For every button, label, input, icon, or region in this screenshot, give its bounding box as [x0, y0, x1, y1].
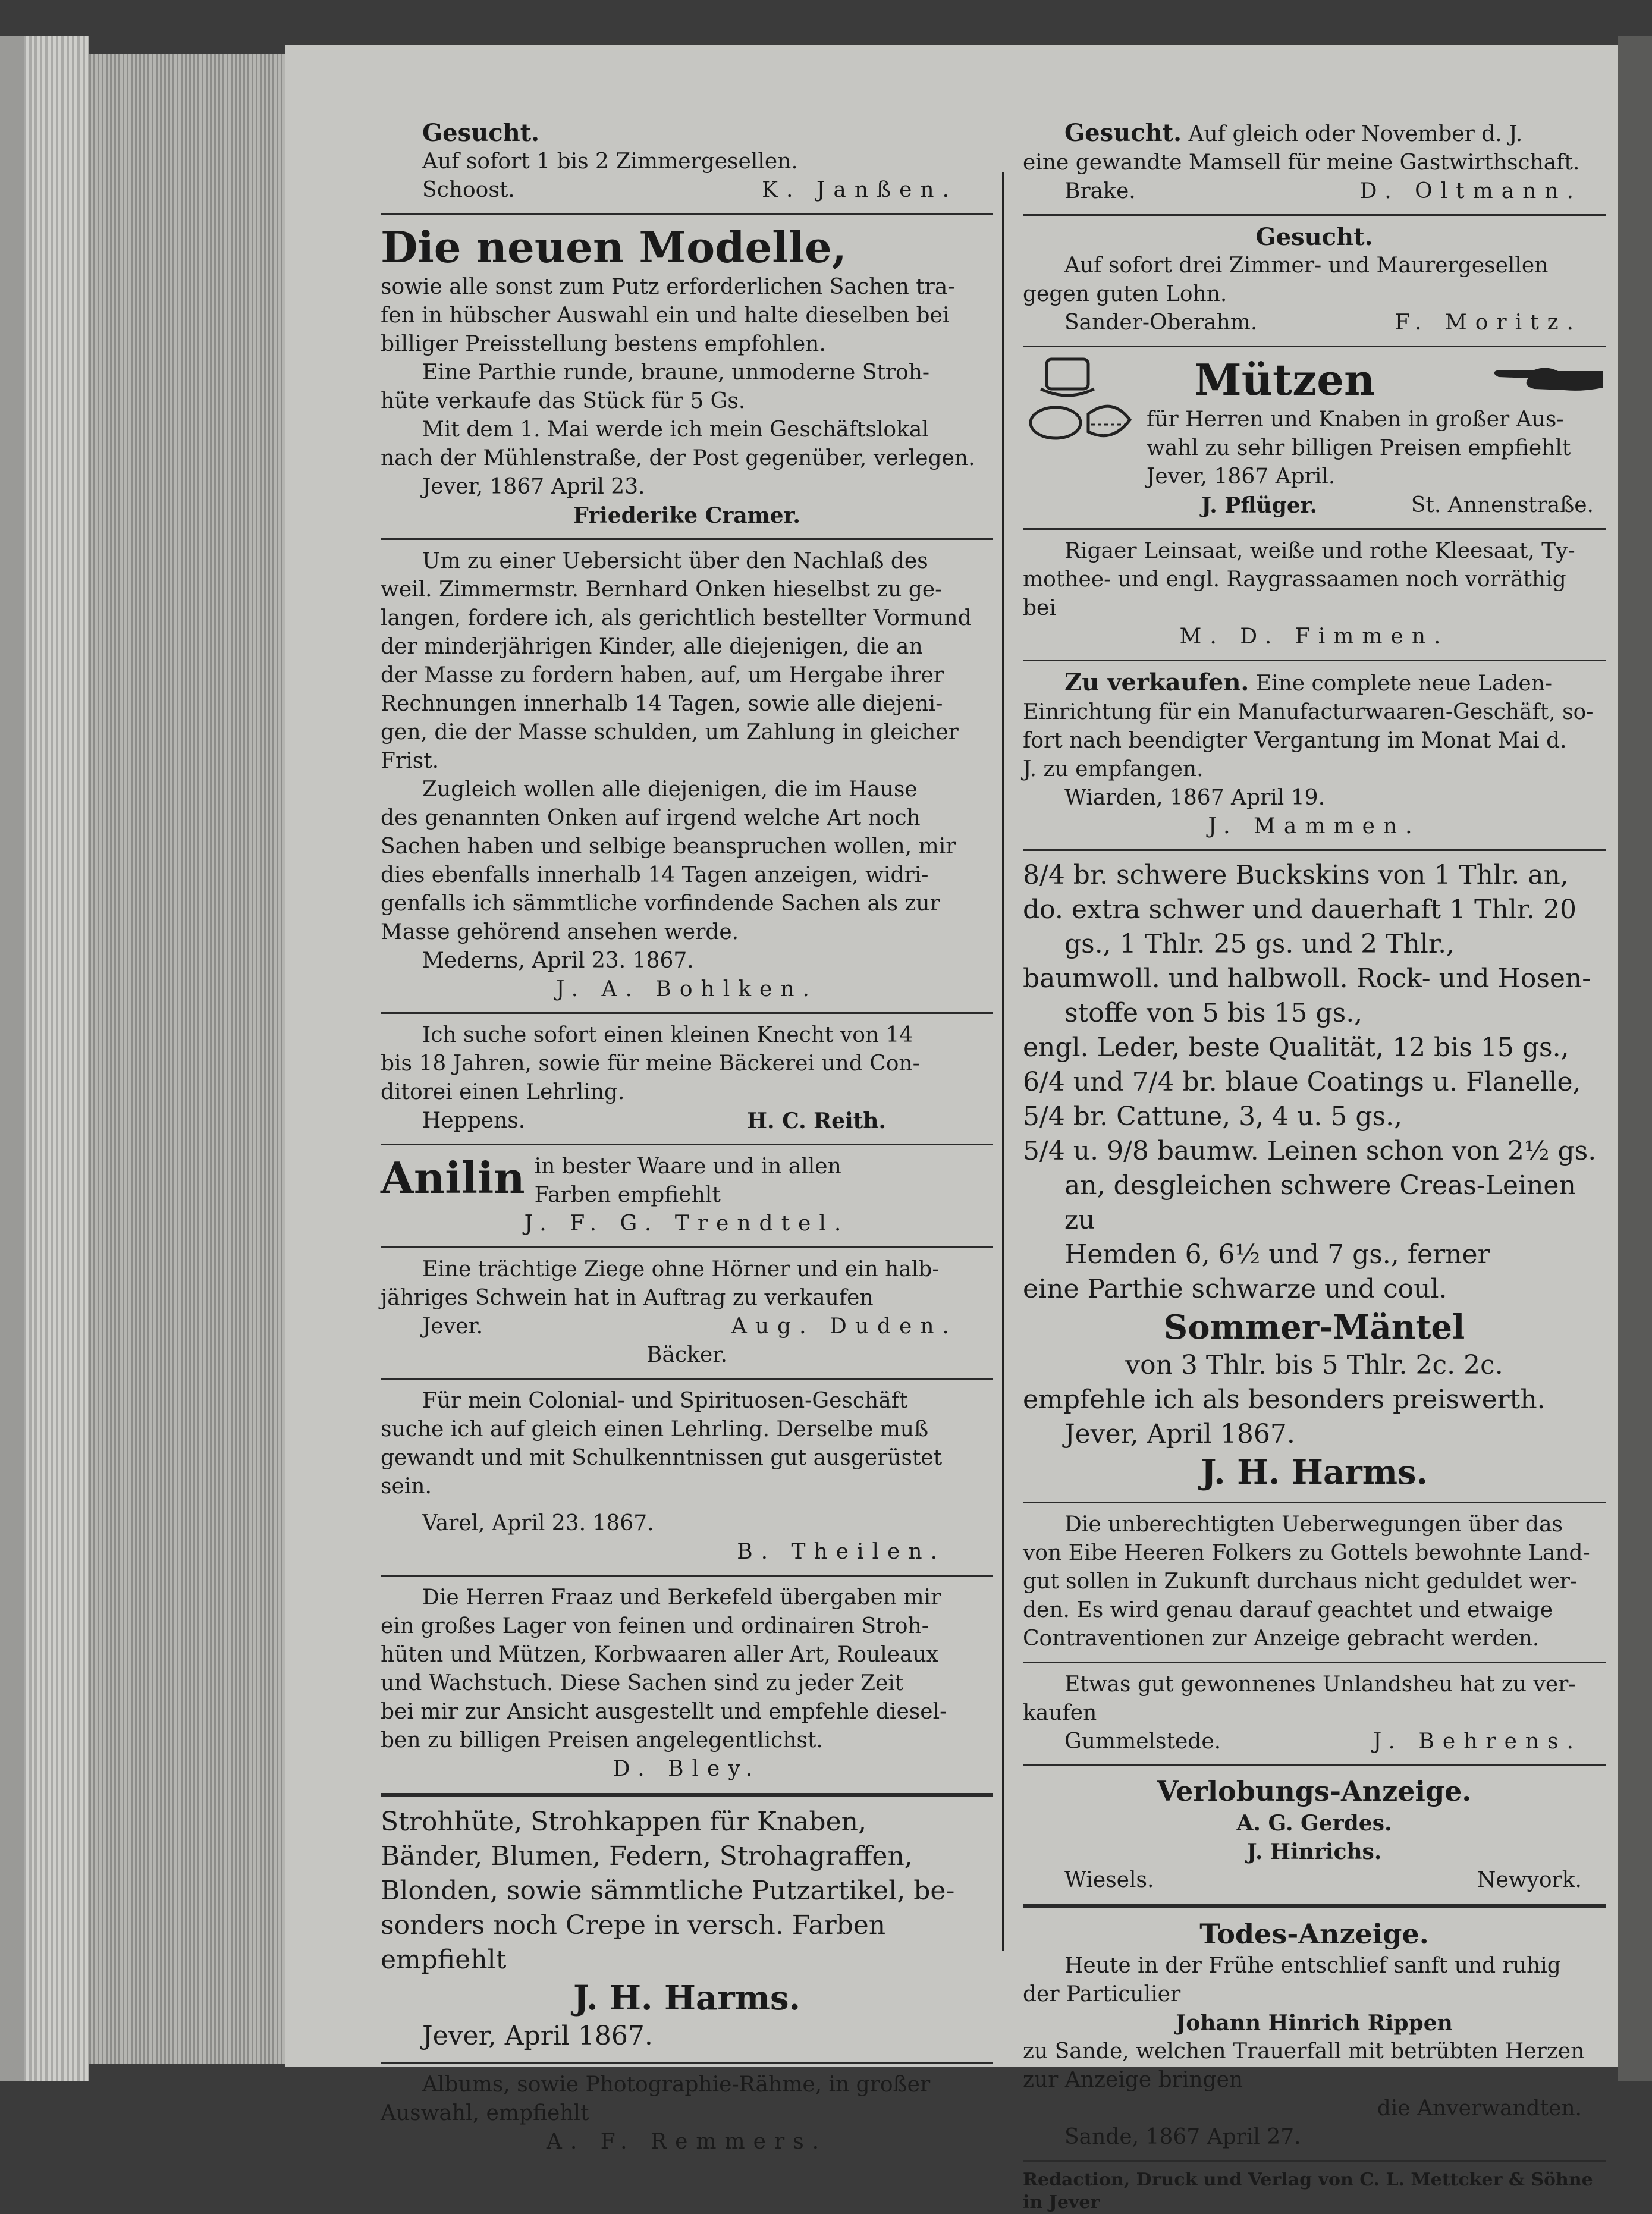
ad-line: J. zu empfangen. — [1023, 757, 1204, 781]
ad-line: Frist. — [381, 749, 439, 773]
ad-place-date: Jever, April 1867. — [1064, 1419, 1295, 1449]
ad-gesucht-maurer — [1023, 223, 1606, 337]
ad-verlobungs-anzeige — [1023, 1773, 1606, 1895]
ad-line: Zugleich wollen alle diejenigen, die im Hause — [422, 777, 918, 802]
ad-line: 5/4 br. Cattune, 3, 4 u. 5 gs., — [1023, 1101, 1403, 1132]
ad-line: 8/4 br. schwere Buckskins von 1 Thlr. an, — [1023, 860, 1569, 890]
right-column — [1023, 119, 1606, 2214]
ad-line: zur Anzeige bringen — [1023, 2068, 1243, 2092]
ad-line: fen in hübscher Auswahl ein und halte dieselben bei — [381, 303, 950, 328]
ad-line: jähriges Schwein hat in Auftrag zu verkaufen — [381, 1286, 874, 1310]
ad-line: 5/4 u. 9/8 baumw. Leinen schon von 2½ gs. — [1023, 1136, 1597, 1166]
ad-todes-anzeige — [1023, 1916, 1606, 2152]
pointing-hand-icon — [1487, 359, 1606, 401]
divider — [381, 1012, 993, 1014]
ad-line: für Herren und Knaben in großer Aus- — [1147, 407, 1564, 432]
ad-signature: J. H. Harms. — [573, 1979, 801, 2018]
ad-line: des genannten Onken auf irgend welche Art noch — [381, 806, 921, 830]
ad-place: Gummelstede. — [1064, 1729, 1221, 1754]
ad-signature: B. Theilen. — [737, 1540, 946, 1564]
ad-fraaz-berkefeld — [381, 1584, 993, 1783]
divider — [1023, 214, 1606, 216]
ad-line: nach der Mühlenstraße, der Post gegenüber, verlegen. — [381, 446, 975, 470]
ad-line: Hemden 6, 6½ und 7 gs., ferner — [1064, 1239, 1490, 1270]
ad-line: Jever, 1867 April. — [1147, 464, 1336, 489]
ad-name: A. G. Gerdes. — [1236, 1811, 1392, 1836]
divider — [381, 1144, 993, 1145]
ad-line: Die unberechtigten Ueberwegungen über das — [1064, 1512, 1563, 1537]
ad-line: eine Parthie schwarze und coul. — [1023, 1274, 1447, 1304]
ad-name: J. Hinrichs. — [1246, 1839, 1382, 1864]
left-column — [381, 119, 993, 2156]
ad-title: Verlobungs-Anzeige. — [1157, 1775, 1472, 1807]
hats-illustration-icon — [1023, 354, 1136, 450]
ad-line: gs., 1 Thlr. 25 gs. und 2 Thlr., — [1064, 929, 1455, 959]
ad-line: bei mir zur Ansicht ausgestellt und empfehle diesel- — [381, 1700, 947, 1724]
divider — [1023, 1904, 1606, 1908]
facing-page-edge — [1618, 36, 1652, 2081]
ad-line: Eine trächtige Ziege ohne Hörner und ein halb- — [422, 1257, 940, 1282]
ad-line: Bänder, Blumen, Federn, Strohagraffen, — [381, 1841, 913, 1871]
ad-line: ben zu billigen Preisen angelegentlichst. — [381, 1728, 823, 1753]
ad-signature: J. Behrens. — [1373, 1729, 1582, 1754]
ad-line: gen, die der Masse schulden, um Zahlung in gleicher — [381, 720, 959, 745]
ad-line: der minderjährigen Kinder, alle diejenigen, die an — [381, 635, 923, 659]
ad-zu-verkaufen — [1023, 668, 1606, 841]
imprint: Redaction, Druck und Verlag von C. L. Mettcker & Söhne in Jever — [1023, 2169, 1593, 2213]
ad-title: Gesucht. — [422, 119, 540, 147]
ad-line: Blonden, sowie sämmtliche Putzartikel, be- — [381, 1876, 955, 1906]
ad-gesucht-zimmergesellen — [381, 119, 993, 205]
ad-address: St. Annenstraße. — [1411, 493, 1594, 517]
ad-signature: J. Pflüger. — [1201, 493, 1317, 518]
ad-line: dies ebenfalls innerhalb 14 Tagen anzeigen, widri- — [381, 863, 929, 887]
ad-line: von Eibe Heeren Folkers zu Gottels bewohnte Land- — [1023, 1541, 1590, 1565]
divider — [1023, 1662, 1606, 1663]
ad-title: Die neuen Modelle, — [381, 222, 847, 272]
divider — [1023, 849, 1606, 851]
ad-signature: D. Oltmann. — [1359, 179, 1582, 203]
ad-place: Brake. — [1064, 179, 1136, 203]
ad-line: gegen guten Lohn. — [1023, 282, 1227, 306]
ad-line: fort nach beendigter Vergantung im Monat Mai d. — [1023, 728, 1567, 753]
ad-title: Anilin — [381, 1152, 525, 1203]
ad-title: Todes-Anzeige. — [1199, 1918, 1429, 1950]
ad-unlandsheu — [1023, 1670, 1606, 1756]
ad-signature: K. Janßen. — [762, 178, 957, 202]
ad-line: do. extra schwer und dauerhaft 1 Thlr. 20 — [1023, 894, 1576, 925]
ad-line: sonders noch Crepe in versch. Farben empfiehlt — [381, 1910, 886, 1975]
ad-line: mothee- und engl. Raygrassaamen noch vorräthig bei — [1023, 567, 1566, 620]
ad-line: der Particulier — [1023, 1982, 1181, 2006]
ad-line: Auf gleich oder November d. J. — [1188, 122, 1523, 146]
divider — [1023, 1764, 1606, 1766]
ad-line: Etwas gut gewonnenes Unlandsheu hat zu ver- — [1064, 1672, 1576, 1697]
divider — [381, 213, 993, 215]
ad-line: bis 18 Jahren, sowie für meine Bäckerei und Con- — [381, 1051, 920, 1076]
ad-buckskins-harms — [1023, 858, 1606, 1493]
ad-name: Johann Hinrich Rippen — [1176, 2011, 1453, 2036]
ad-line: gewandt und mit Schulkenntnissen gut ausgerüstet — [381, 1446, 943, 1470]
ad-place: Schoost. — [422, 178, 515, 202]
ad-line: eine gewandte Mamsell für meine Gastwirthschaft. — [1023, 150, 1580, 175]
ad-neue-modelle — [381, 222, 993, 530]
book-page-edges — [24, 36, 89, 2081]
ad-signature: F. Moritz. — [1395, 310, 1582, 335]
ad-gesucht-mamsell — [1023, 119, 1606, 206]
ad-line: weil. Zimmermstr. Bernhard Onken hieselbst zu ge- — [381, 577, 943, 602]
ad-line: Um zu einer Uebersicht über den Nachlaß des — [422, 549, 928, 573]
ad-place: Heppens. — [422, 1108, 526, 1133]
ad-line: sein. — [381, 1474, 432, 1499]
ad-nachlass-onken — [381, 547, 993, 1004]
ad-line: Eine complete neue Laden- — [1255, 671, 1553, 696]
ad-title: Gesucht. — [1255, 223, 1373, 251]
ad-text: Auf sofort 1 bis 2 Zimmergesellen. — [422, 149, 798, 174]
ad-place-date: Wiarden, 1867 April 19. — [1064, 786, 1326, 810]
ad-line: Contraventionen zur Anzeige gebracht werden. — [1023, 1626, 1540, 1651]
ad-line: Auf sofort drei Zimmer- und Maurergesellen — [1064, 253, 1549, 278]
ad-place-date: Varel, April 23. 1867. — [422, 1511, 654, 1535]
ad-line: der Masse zu fordern haben, auf, um Hergabe ihrer — [381, 663, 944, 687]
ad-line: Auswahl, empfiehlt — [381, 2101, 589, 2125]
ad-signature: die Anverwandten. — [1377, 2096, 1582, 2121]
ad-line: Heute in der Frühe entschlief sanft und ruhig — [1064, 1954, 1561, 1978]
column-divider — [1002, 172, 1004, 1951]
divider — [1023, 1502, 1606, 1503]
ad-title: Sommer-Mäntel — [1163, 1308, 1465, 1347]
ad-ueberwegungen — [1023, 1510, 1606, 1653]
ad-albums — [381, 2071, 993, 2156]
ad-signature: A. F. Remmers. — [546, 2130, 828, 2154]
ad-line: suche ich auf gleich einen Lehrling. Derselbe muß — [381, 1417, 929, 1442]
ad-muetzen — [1023, 354, 1606, 520]
ad-line: hüte verkaufe das Stück für 5 Gs. — [381, 389, 746, 413]
ad-line: genfalls ich sämmtliche vorfindende Sachen als zur — [381, 891, 940, 916]
ad-signature: M. D. Fimmen. — [1179, 624, 1449, 649]
divider — [381, 1793, 993, 1797]
ad-signature: J. H. Harms. — [1200, 1453, 1428, 1492]
ad-line: kaufen — [1023, 1701, 1097, 1725]
ad-signature: Friederike Cramer. — [573, 503, 800, 528]
ad-line: Für mein Colonial- und Spirituosen-Geschäft — [422, 1389, 908, 1413]
ad-line: von 3 Thlr. bis 5 Thlr. 2c. 2c. — [1125, 1350, 1503, 1380]
ad-signature: J. F. G. Trendtel. — [524, 1211, 850, 1236]
ad-place-date: Sande, 1867 April 27. — [1064, 2125, 1301, 2149]
ad-place: Newyork. — [1477, 1868, 1582, 1892]
divider — [381, 1575, 993, 1577]
ad-signature: D. Bley. — [613, 1757, 761, 1781]
ad-place-date: Mederns, April 23. 1867. — [422, 949, 694, 973]
ad-line: Mit dem 1. Mai werde ich mein Geschäftslokal — [422, 417, 929, 442]
divider — [1023, 660, 1606, 661]
ad-signature: H. C. Reith. — [747, 1108, 886, 1133]
ad-line: ditorei einen Lehrling. — [381, 1080, 625, 1104]
ad-line: an, desgleichen schwere Creas-Leinen zu — [1064, 1170, 1576, 1235]
ad-line: sowie alle sonst zum Putz erforderlichen Sachen tra- — [381, 275, 955, 299]
ad-title: Gesucht. — [1064, 119, 1182, 147]
ad-line: gut sollen in Zukunft durchaus nicht geduldet wer- — [1023, 1569, 1578, 1594]
ad-line: baumwoll. und halbwoll. Rock- und Hosen- — [1023, 963, 1591, 994]
ad-line: Ich suche sofort einen kleinen Knecht von 14 — [422, 1023, 913, 1047]
ad-role: Bäcker. — [646, 1343, 727, 1367]
ad-line: Die Herren Fraaz und Berkefeld übergaben mir — [422, 1585, 941, 1610]
divider — [381, 538, 993, 540]
divider — [381, 1378, 993, 1380]
ad-line: Sachen haben und selbige beanspruchen wollen, mir — [381, 834, 956, 859]
ad-signature: J. Mammen. — [1208, 814, 1421, 839]
ad-line: ein großes Lager von feinen und ordinairen Stroh- — [381, 1614, 929, 1638]
ad-title: Zu verkaufen. — [1064, 668, 1249, 696]
ad-line: zu Sande, welchen Trauerfall mit betrübten Herzen — [1023, 2039, 1585, 2064]
divider — [1023, 2160, 1606, 2162]
ad-line: 6/4 und 7/4 br. blaue Coatings u. Flanelle, — [1023, 1067, 1581, 1097]
ad-line: Albums, sowie Photographie-Rähme, in großer — [422, 2072, 931, 2097]
ad-line: Eine Parthie runde, braune, unmoderne Stroh- — [422, 360, 930, 385]
ad-title: Mützen — [1194, 354, 1375, 405]
ad-line: in bester Waare und in allen — [534, 1154, 841, 1179]
ad-anilin — [381, 1152, 993, 1238]
ad-line: Rigaer Leinsaat, weiße und rothe Kleesaat, Ty- — [1064, 539, 1575, 563]
ad-signature: J. A. Bohlken. — [556, 977, 818, 1001]
ad-line: engl. Leder, beste Qualität, 12 bis 15 gs., — [1023, 1032, 1569, 1063]
ad-strohhuete — [381, 1805, 993, 2053]
ad-line: stoffe von 5 bis 15 gs., — [1064, 998, 1363, 1028]
ad-line: und Wachstuch. Diese Sachen sind zu jeder Zeit — [381, 1671, 904, 1695]
ad-line: hüten und Mützen, Korbwaaren aller Art, Rouleaux — [381, 1643, 938, 1667]
ad-line: Masse gehörend ansehen werde. — [381, 920, 739, 944]
ad-line: langen, fordere ich, als gerichtlich bestellter Vormund — [381, 606, 972, 630]
divider — [1023, 346, 1606, 347]
page-stack — [89, 54, 285, 2064]
ad-line: billiger Preisstellung bestens empfohlen. — [381, 332, 826, 356]
ad-line: Rechnungen innerhalb 14 Tagen, sowie alle diejeni- — [381, 692, 943, 716]
ad-line: den. Es wird genau darauf geachtet und etwaige — [1023, 1598, 1553, 1622]
ad-place-date: Jever, April 1867. — [422, 2021, 653, 2051]
ad-line: Farben empfiehlt — [534, 1183, 721, 1207]
ad-line: empfehle ich als besonders preiswerth. — [1023, 1384, 1546, 1415]
ad-line: wahl zu sehr billigen Preisen empfiehlt — [1147, 436, 1571, 460]
ad-place: Jever. — [422, 1314, 483, 1339]
divider — [381, 1246, 993, 1248]
divider — [1023, 528, 1606, 530]
ad-place: Wiesels. — [1064, 1868, 1154, 1892]
ad-line: Strohhüte, Strohkappen für Knaben, — [381, 1807, 866, 1837]
ad-knecht-gesucht — [381, 1021, 993, 1135]
ad-leinsaat — [1023, 537, 1606, 651]
ad-signature: Aug. Duden. — [731, 1314, 957, 1339]
ad-line: Jever, 1867 April 23. — [422, 475, 645, 499]
ad-place: Sander-Oberahm. — [1064, 310, 1258, 335]
ad-line: Einrichtung für ein Manufacturwaaren-Geschäft, so- — [1023, 700, 1594, 724]
ad-colonial-lehrling — [381, 1387, 993, 1566]
ad-ziege — [381, 1255, 993, 1370]
divider — [381, 2062, 993, 2064]
